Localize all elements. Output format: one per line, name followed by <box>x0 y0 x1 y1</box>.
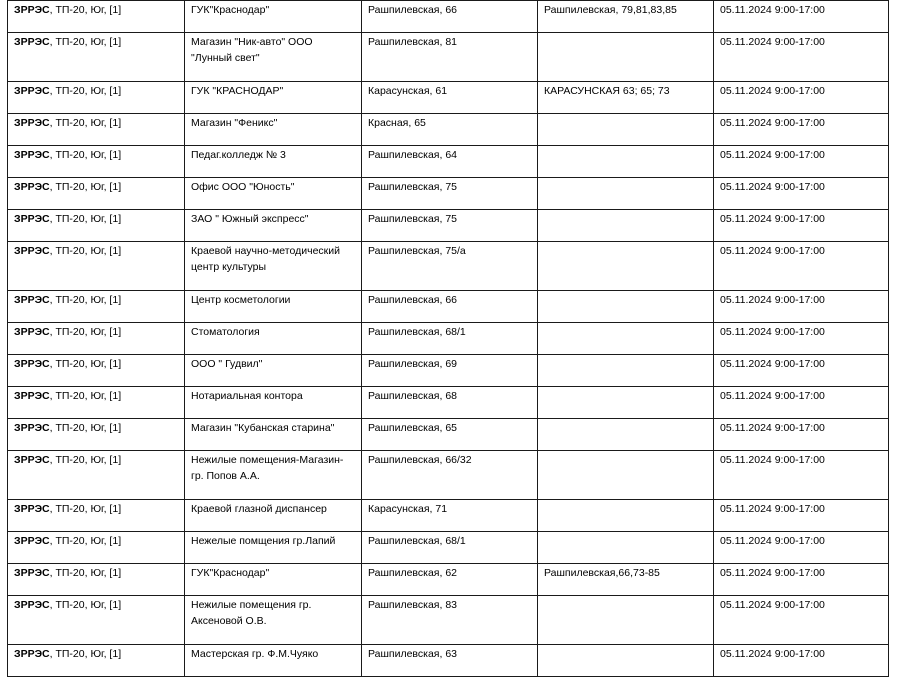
network-prefix: ЗРРЭС <box>14 358 50 370</box>
network-source: , ТП-20, Юг, [1] <box>49 117 122 129</box>
houses-cell <box>538 645 714 677</box>
network-prefix: ЗРРЭС <box>14 326 50 338</box>
network-source: , ТП-20, Юг, [1] <box>49 149 122 161</box>
outage-table-body <box>8 1 889 677</box>
period-cell: 05.11.2024 9:00-17:00 <box>714 210 889 242</box>
table-row <box>8 210 889 242</box>
address-cell: Рашпилевская, 62 <box>362 564 538 596</box>
address-cell: Рашпилевская, 75/а <box>362 242 538 291</box>
table-row <box>8 355 889 387</box>
houses-cell <box>538 291 714 323</box>
network-cell <box>8 451 185 500</box>
network-cell <box>8 645 185 677</box>
network-cell <box>8 146 185 178</box>
network-prefix: ЗРРЭС <box>14 390 50 402</box>
table-row <box>8 33 889 82</box>
houses-cell <box>538 355 714 387</box>
outage-table <box>7 0 889 677</box>
network-cell <box>8 387 185 419</box>
period-cell: 05.11.2024 9:00-17:00 <box>714 645 889 677</box>
consumer-cell: Нотариальная контора <box>185 387 362 419</box>
table-row <box>8 291 889 323</box>
consumer-cell: Центр косметологии <box>185 291 362 323</box>
network-source: , ТП-20, Юг, [1] <box>49 245 122 257</box>
network-prefix: ЗРРЭС <box>14 535 50 547</box>
houses-cell <box>538 500 714 532</box>
houses-cell: Рашпилевская,66,73-85 <box>538 564 714 596</box>
network-cell <box>8 532 185 564</box>
network-cell <box>8 178 185 210</box>
houses-cell <box>538 114 714 146</box>
network-source: , ТП-20, Юг, [1] <box>49 85 122 97</box>
houses-cell <box>538 532 714 564</box>
table-row <box>8 1 889 33</box>
period-cell: 05.11.2024 9:00-17:00 <box>714 387 889 419</box>
houses-cell <box>538 387 714 419</box>
network-prefix: ЗРРЭС <box>14 648 50 660</box>
table-row <box>8 146 889 178</box>
houses-cell <box>538 178 714 210</box>
network-prefix: ЗРРЭС <box>14 85 50 97</box>
address-cell: Рашпилевская, 81 <box>362 33 538 82</box>
table-row <box>8 451 889 500</box>
houses-cell <box>538 323 714 355</box>
table-row <box>8 596 889 645</box>
network-source: , ТП-20, Юг, [1] <box>49 213 122 225</box>
consumer-cell: Краевой научно-методический центр культуры <box>185 242 362 291</box>
table-row <box>8 82 889 114</box>
consumer-cell: ГУК"Краснодар" <box>185 1 362 33</box>
network-prefix: ЗРРЭС <box>14 422 50 434</box>
table-row <box>8 387 889 419</box>
consumer-cell: Нежелые помщения гр.Лапий <box>185 532 362 564</box>
houses-cell <box>538 596 714 645</box>
period-cell: 05.11.2024 9:00-17:00 <box>714 33 889 82</box>
network-prefix: ЗРРЭС <box>14 245 50 257</box>
network-prefix: ЗРРЭС <box>14 213 50 225</box>
network-cell <box>8 355 185 387</box>
consumer-cell: ООО " Гудвил" <box>185 355 362 387</box>
network-prefix: ЗРРЭС <box>14 36 50 48</box>
network-cell <box>8 210 185 242</box>
network-cell <box>8 291 185 323</box>
consumer-cell: Нежилые помещения гр. Аксеновой О.В. <box>185 596 362 645</box>
houses-cell <box>538 242 714 291</box>
network-cell <box>8 242 185 291</box>
table-row <box>8 564 889 596</box>
network-source: , ТП-20, Юг, [1] <box>49 648 122 660</box>
address-cell: Рашпилевская, 63 <box>362 645 538 677</box>
address-cell: Рашпилевская, 66 <box>362 1 538 33</box>
period-cell: 05.11.2024 9:00-17:00 <box>714 355 889 387</box>
table-row <box>8 114 889 146</box>
network-cell <box>8 419 185 451</box>
address-cell: Рашпилевская, 83 <box>362 596 538 645</box>
table-row <box>8 532 889 564</box>
network-cell <box>8 596 185 645</box>
network-source: , ТП-20, Юг, [1] <box>49 4 122 16</box>
address-cell: Красная, 65 <box>362 114 538 146</box>
network-source: , ТП-20, Юг, [1] <box>49 358 122 370</box>
network-source: , ТП-20, Юг, [1] <box>49 535 122 547</box>
table-row <box>8 323 889 355</box>
network-prefix: ЗРРЭС <box>14 4 50 16</box>
houses-cell <box>538 146 714 178</box>
network-cell <box>8 33 185 82</box>
network-prefix: ЗРРЭС <box>14 454 50 466</box>
network-source: , ТП-20, Юг, [1] <box>49 390 122 402</box>
period-cell: 05.11.2024 9:00-17:00 <box>714 596 889 645</box>
consumer-cell: Офис ООО "Юность" <box>185 178 362 210</box>
consumer-cell: ГУК"Краснодар" <box>185 564 362 596</box>
consumer-cell: Магазин "Феникс" <box>185 114 362 146</box>
table-row <box>8 645 889 677</box>
table-row <box>8 178 889 210</box>
period-cell: 05.11.2024 9:00-17:00 <box>714 419 889 451</box>
consumer-cell: Краевой глазной диспансер <box>185 500 362 532</box>
network-prefix: ЗРРЭС <box>14 149 50 161</box>
network-source: , ТП-20, Юг, [1] <box>49 599 122 611</box>
network-prefix: ЗРРЭС <box>14 117 50 129</box>
network-source: , ТП-20, Юг, [1] <box>49 454 122 466</box>
network-prefix: ЗРРЭС <box>14 567 50 579</box>
network-prefix: ЗРРЭС <box>14 294 50 306</box>
network-cell <box>8 564 185 596</box>
period-cell: 05.11.2024 9:00-17:00 <box>714 291 889 323</box>
period-cell: 05.11.2024 9:00-17:00 <box>714 500 889 532</box>
period-cell: 05.11.2024 9:00-17:00 <box>714 82 889 114</box>
network-cell <box>8 114 185 146</box>
table-row <box>8 242 889 291</box>
network-cell <box>8 1 185 33</box>
consumer-cell: Магазин "Кубанская старина" <box>185 419 362 451</box>
address-cell: Рашпилевская, 75 <box>362 210 538 242</box>
houses-cell <box>538 451 714 500</box>
period-cell: 05.11.2024 9:00-17:00 <box>714 451 889 500</box>
network-source: , ТП-20, Юг, [1] <box>49 294 122 306</box>
address-cell: Рашпилевская, 66/32 <box>362 451 538 500</box>
network-source: , ТП-20, Юг, [1] <box>49 503 122 515</box>
address-cell: Рашпилевская, 68/1 <box>362 323 538 355</box>
houses-cell <box>538 33 714 82</box>
houses-cell <box>538 419 714 451</box>
consumer-cell: Мастерская гр. Ф.М.Чуяко <box>185 645 362 677</box>
houses-cell <box>538 210 714 242</box>
address-cell: Рашпилевская, 75 <box>362 178 538 210</box>
network-prefix: ЗРРЭС <box>14 503 50 515</box>
network-prefix: ЗРРЭС <box>14 181 50 193</box>
table-row <box>8 500 889 532</box>
network-cell <box>8 323 185 355</box>
network-source: , ТП-20, Юг, [1] <box>49 567 122 579</box>
table-row <box>8 419 889 451</box>
period-cell: 05.11.2024 9:00-17:00 <box>714 242 889 291</box>
network-prefix: ЗРРЭС <box>14 599 50 611</box>
period-cell: 05.11.2024 9:00-17:00 <box>714 532 889 564</box>
address-cell: Рашпилевская, 64 <box>362 146 538 178</box>
period-cell: 05.11.2024 9:00-17:00 <box>714 1 889 33</box>
address-cell: Карасунская, 71 <box>362 500 538 532</box>
consumer-cell: ГУК "КРАСНОДАР" <box>185 82 362 114</box>
consumer-cell: Магазин "Ник-авто" ООО "Лунный свет" <box>185 33 362 82</box>
address-cell: Рашпилевская, 66 <box>362 291 538 323</box>
network-cell <box>8 500 185 532</box>
address-cell: Рашпилевская, 68/1 <box>362 532 538 564</box>
consumer-cell: ЗАО " Южный экспресс" <box>185 210 362 242</box>
network-source: , ТП-20, Юг, [1] <box>49 36 122 48</box>
address-cell: Рашпилевская, 65 <box>362 419 538 451</box>
consumer-cell: Нежилые помещения-Магазин-гр. Попов А.А. <box>185 451 362 500</box>
network-source: , ТП-20, Юг, [1] <box>49 181 122 193</box>
consumer-cell: Педаг.колледж № 3 <box>185 146 362 178</box>
address-cell: Карасунская, 61 <box>362 82 538 114</box>
network-source: , ТП-20, Юг, [1] <box>49 326 122 338</box>
period-cell: 05.11.2024 9:00-17:00 <box>714 114 889 146</box>
address-cell: Рашпилевская, 69 <box>362 355 538 387</box>
houses-cell: Рашпилевская, 79,81,83,85 <box>538 1 714 33</box>
houses-cell: КАРАСУНСКАЯ 63; 65; 73 <box>538 82 714 114</box>
period-cell: 05.11.2024 9:00-17:00 <box>714 564 889 596</box>
address-cell: Рашпилевская, 68 <box>362 387 538 419</box>
period-cell: 05.11.2024 9:00-17:00 <box>714 323 889 355</box>
network-source: , ТП-20, Юг, [1] <box>49 422 122 434</box>
consumer-cell: Стоматология <box>185 323 362 355</box>
network-cell <box>8 82 185 114</box>
period-cell: 05.11.2024 9:00-17:00 <box>714 178 889 210</box>
period-cell: 05.11.2024 9:00-17:00 <box>714 146 889 178</box>
